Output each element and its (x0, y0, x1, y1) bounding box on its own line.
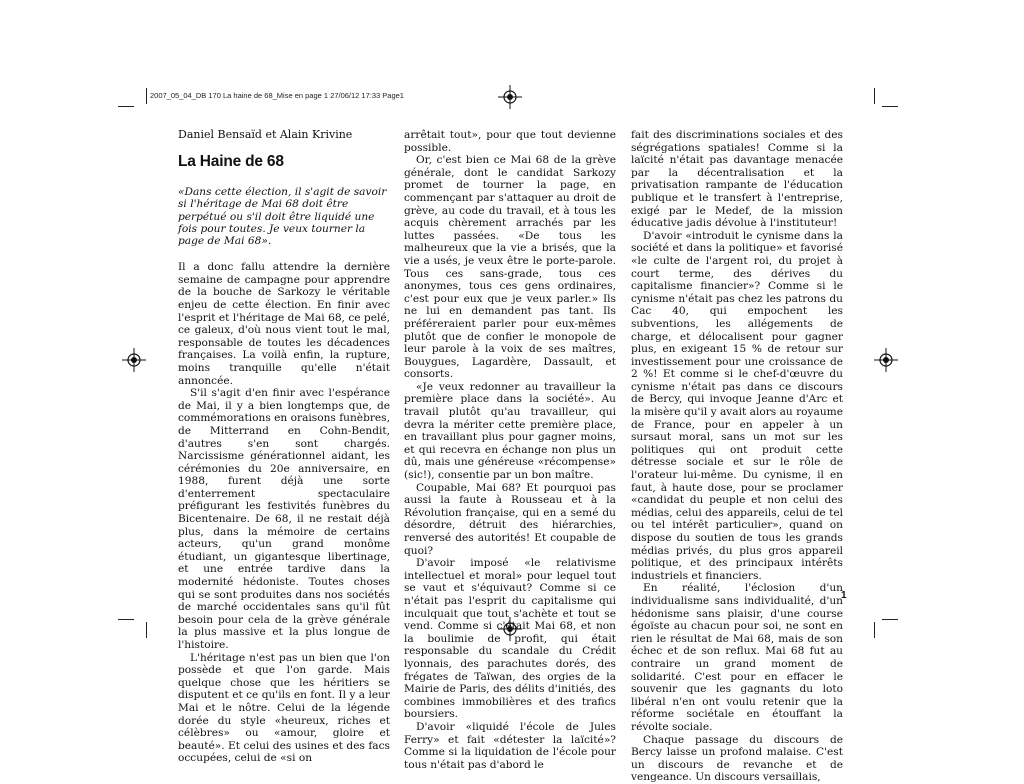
body-paragraph: En réalité, l'éclosion d'un individualisme sans individualité, d'un hédonisme sans plaisir, d'une course égoïste au chacun pour soi, ne sont en rien le résultat de Mai 68, mais de son échec et de son reflux. Mai 68 fut au contraire un grand moment de solidarité. C'est pour en effacer le souvenir que les gagnants du loto libéral n'en ont voulu retenir que la réforme sociétale en étouffant la révolte sociale. (631, 582, 843, 733)
print-slug: 2007_05_04_DB 170 La haine de 68_Mise en page 1 27/06/12 17:33 Page1 (150, 91, 404, 100)
crop-mark (882, 619, 898, 620)
crop-mark (882, 106, 898, 107)
body-paragraph: «Je veux redonner au travailleur la première place dans la société». Au travail plutôt qu'au travailleur, qui devra la mériter cette première place, en travaillant plus pour gagner moins, et qui recevra en échange non plus un dû, mais une généreuse «récompense» (sic!), consentie par un bon maître. (404, 380, 616, 482)
body-paragraph: Or, c'est bien ce Mai 68 de la grève générale, dont le candidat Sarkozy promet de tourner la page, en commençant par s'attaquer au droit de grève, au code du travail, et à tous les acquis chèrement arrachés par les luttes passées. «De tous les malheureux que la vie a brisés, que la vie a usés, je veux être le porte-parole. Tous ces sans-grade, tous ces anonymes, tous ces gens ordinaires, c'est pour eux que je veux parler.» Ils ne lui en demandent pas tant. Ils préféreraient parler pour eux-mêmes plutôt que de confier le monopole de leur parole à la voix de ses maîtres, Bouygues, Lagardère, Dassault, et consorts. (404, 154, 616, 381)
crop-mark (146, 88, 147, 104)
body-paragraph: Chaque passage du discours de Bercy laisse un profond malaise. C'est un discours de revanche et de vengeance. Un discours versaillais, (631, 733, 843, 784)
crop-mark (118, 619, 134, 620)
body-paragraph: Coupable, Mai 68? Et pourquoi pas aussi la faute à Rousseau et à la Révolution française, qui en a semé du désordre, détruit des hiérarchies, renversé des autorités! Et coupable de quoi? (404, 481, 616, 557)
article-column-1 (178, 129, 390, 765)
article-column-2 (404, 129, 616, 771)
body-paragraph: D'avoir «liquidé l'école de Jules Ferry» et fait «détester la laïcité»? Comme si la liquidation de l'école pour tous n'était pas d'abord le (404, 720, 616, 771)
article-title: La Haine de 68 (178, 152, 284, 170)
registration-mark-icon (874, 348, 898, 372)
page-number: 1 (841, 590, 847, 601)
crop-mark (118, 106, 134, 107)
body-paragraph: D'avoir imposé «le relativisme intellectuel et moral» pour lequel tout se vaut et s'équivaut? Comme si ce n'était pas l'esprit du capitalisme qui inculquait que tout s'achète et tout se vend. Comme si c'était Mai 68, et non la boulimie de profit, qui était responsable du scandale du Crédit lyonnais, des parachutes dorés, des frégates de Taïwan, des orgies de la Mairie de Paris, des délits d'initiés, des combines immobilières et des trafics boursiers. (404, 557, 616, 721)
body-paragraph: fait des discriminations sociales et des ségrégations spatiales! Comme si la laïcité n'était pas davantage menacée par la décentralisation et la privatisation rampante de l'éducation publique et le transfert à l'entreprise, exigé par le Medef, de la mission éducative jadis dévolue à l'instituteur! (631, 129, 843, 230)
body-paragraph: L'héritage n'est pas un bien que l'on possède et que l'on garde. Mais quelque chose que les héritiers se disputent et ce qu'ils en font. Il y a leur Mai et le nôtre. Celui de la légende dorée du style «heureux, riches et célèbres» ou «amour, gloire et beauté». Et celui des usines et des facs occupées, celui de «si on (178, 651, 390, 765)
body-paragraph: Il a donc fallu attendre la dernière semaine de campagne pour apprendre de la bouche de Sarkozy le véritable enjeu de cette élection. En finir avec l'esprit et l'héritage de Mai 68, ce pelé, ce galeux, d'où nous vient tout le mal, responsable de toutes les décadences françaises. La voilà enfin, la rupture, moins tranquille qu'elle n'était annoncée. (178, 261, 390, 387)
body-paragraph: D'avoir «introduit le cynisme dans la société et dans la politique» et favorisé «le culte de l'argent roi, du projet à court terme, des dérives du capitalisme financier»? Comme si le cynisme n'était pas chez les patrons du Cac 40, qui empochent les subventions, les allégements de charge, et délocalisent pour gagner plus, en exigeant 15 % de retour sur investissement pour une croissance de 2 %! Et comme si le chef-d'œuvre du cynisme n'était pas dans ce discours de Bercy, qui invoque Jeanne d'Arc et la misère qu'il y avait alors au royaume de France, pour en appeler à un sursaut moral, sans un mot sur les politiques qui ont produit cette détresse sociale et sur le rôle de l'orateur lui-même. Du cynisme, il en faut, à haute dose, pour se proclamer «candidat du peuple et non celui des médias, celui des appareils, celui de tel ou tel intérêt particulier», quand on dispose du soutien de tous les grands médias privés, du plus gros appareil politique, et des principaux intérêts industriels et financiers. (631, 229, 843, 582)
registration-mark-icon (498, 85, 522, 109)
crop-mark (874, 622, 875, 638)
crop-mark (874, 88, 875, 104)
body-paragraph: arrêtait tout», pour que tout devienne possible. (404, 129, 616, 154)
author-line: Daniel Bensaïd et Alain Krivine (178, 128, 353, 141)
body-paragraph: S'il s'agit d'en finir avec l'espérance de Mai, il y a bien longtemps que, de commémorations en oraisons funèbres, de Mitterrand en Cohn-Bendit, d'autres s'en sont chargés. Narcissisme générationnel aidant, les cérémonies du 20e anniversaire, en 1988, furent déjà une sorte d'enterrement spectaculaire préfigurant les festivités funèbres du Bicentenaire. De 68, il ne restait déjà plus, dans la mémoire de certains acteurs, qu'un grand monôme étudiant, un gigantesque libertinage, et une entrée tardive dans la modernité hédoniste. Toutes choses qui se sont produites dans nos sociétés de marché occidentales sans qu'il fût besoin pour cela de la grève générale la plus massive et la plus longue de l'histoire. (178, 387, 390, 652)
crop-mark (146, 622, 147, 638)
epigraph-quote: «Dans cette élection, il s'agit de savoir si l'héritage de Mai 68 doit être perpétué ou s'il doit être liquidé une fois pour toutes. Je veux tourner la page de Mai 68». (178, 186, 387, 247)
article-column-3 (631, 129, 843, 784)
registration-mark-icon (122, 348, 146, 372)
